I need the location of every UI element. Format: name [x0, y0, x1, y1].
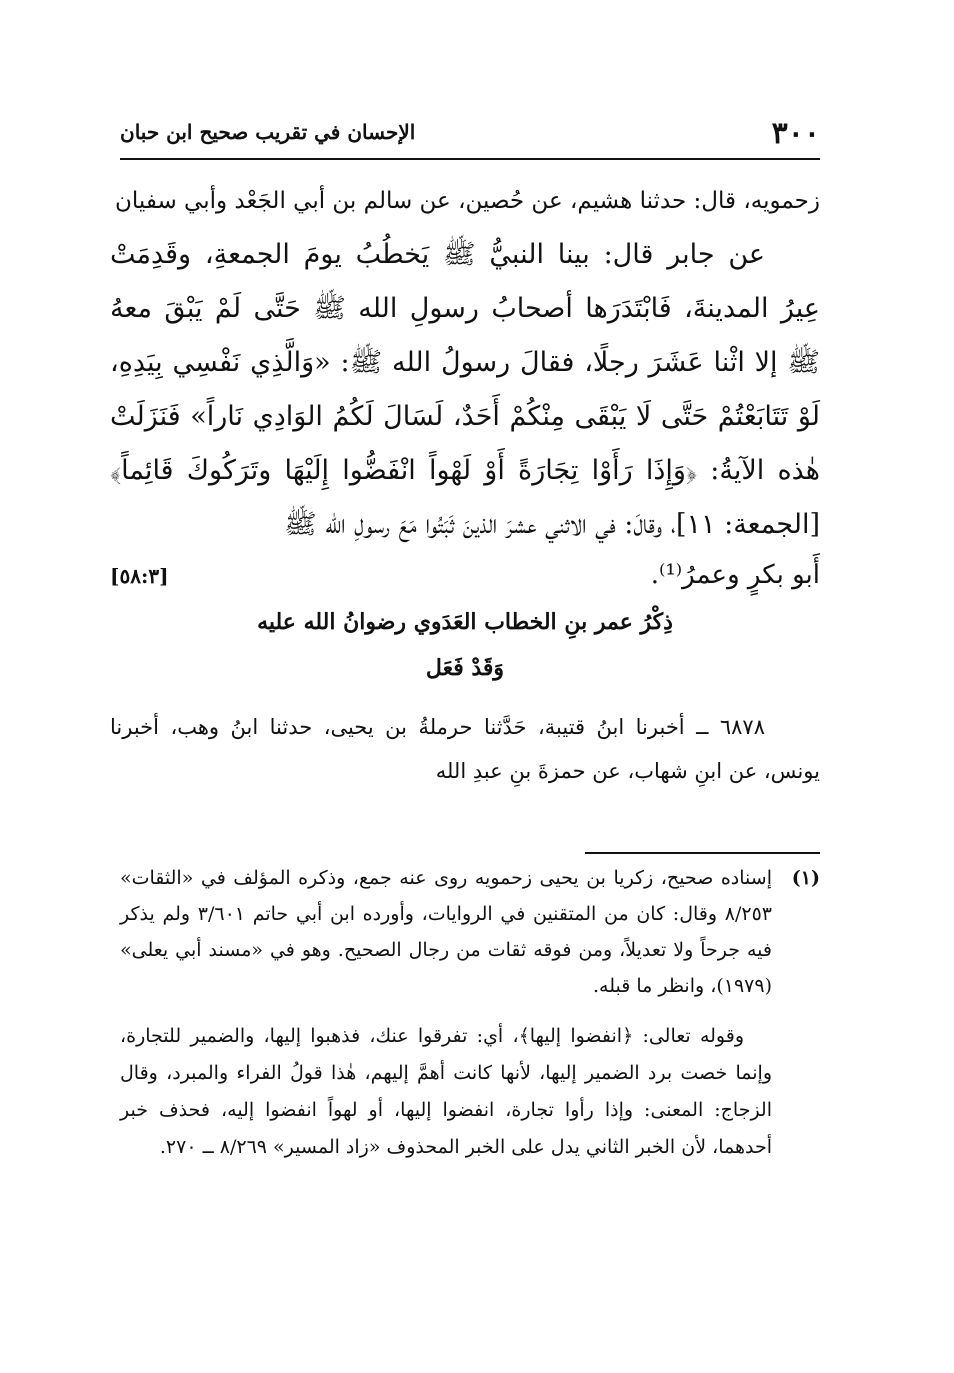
- section-heading-line1: ذِكْرُ عمر بنِ الخطاب العَدَوي رضوانُ الله عليه: [257, 609, 673, 635]
- main-text: [110, 175, 820, 793]
- isnad-paragraph: زحمويه، قال: حدثنا هشيم، عن حُصين، عن سالم بن أبي الجَعْد وأبي سفيان: [114, 188, 820, 214]
- footnote-1-marker: (١): [791, 867, 820, 889]
- page-header: [120, 112, 820, 162]
- footnote-1: [120, 860, 820, 1004]
- matn-last-line-text: أَبو بكرٍ وعمرُ⁽¹⁾.: [650, 560, 820, 590]
- header-rule: [120, 158, 820, 160]
- section-heading-line2: وَقَدْ فَعَل: [425, 655, 505, 681]
- footnote-rule: [585, 852, 820, 854]
- footnotes: [120, 860, 820, 1166]
- page-number: ٣٠٠: [771, 116, 820, 151]
- hadith-6878-text: ٦٨٧٨ ــ أخبرنا ابنُ قتيبة، حَدَّثنا حرملةُ بن يحيى، حدثنا ابنُ وهب، أخبرنا يونس، عن ابنِ شهاب، عن حمزةَ بنِ عبدِ الله: [110, 715, 820, 783]
- hadith-matn-paragraph: عن جابر قال: بينا النبيُّ ﷺ يَخطُبُ يومَ الجمعةِ، وقَدِمَتْ عِيرُ المدينةَ، فَابْتَدَرَها أصحابُ رسولِ الله ﷺ حَتَّى لَمْ يَبْقَ معهُ ﷺ إلا اثْنا عَشَرَ رجلًا، فقالَ رسولُ الله ﷺ: «وَالَّذِي نَفْسِي بِيَدِهِ، لَوْ تَتَابَعْتُمْ حَتَّى لَا يَبْقَى مِنْكُمْ أَحَدٌ، لَسَالَ لَكُمُ الوَادِي نَاراً» فَنَزَلَتْ هٰذه الآيةُ: ﴿وَإِذَا رَأَوْا تِجَارَةً أَوْ لَهْواً انْفَضُّوا إِلَيْهَا وتَرَكُوكَ قَائِماً﴾ [الجمعة: ١١]، وقالَ: في الاثني عشرَ الذينَ ثَبَتُوا مَعَ رسولِ الله ﷺ: [110, 239, 820, 540]
- matn-last-line: [110, 552, 820, 599]
- reference-code: [٥٨:٣]: [110, 564, 169, 588]
- hadith-6878: [110, 705, 820, 793]
- footnote-1-continuation: وقوله تعالى: ﴿انفضوا إليها﴾، أي: تفرقوا عنك، فذهبوا إليها، والضمير للتجارة، وإنما خصت برد الضمير إليها، لأنها كانت أهمَّ إليهم، هٰذا قولُ الفراء والمبرد، وقال الزجاج: المعنى: وإذا رأوا تجارة، انفضوا إليها، أو لهواً انفضوا إليه، فحذف خبر أحدهما، لأن الخبر الثاني يدل على الخبر المحذوف «زاد المسير» ٨/٢٦٩ ــ ٢٧٠.: [120, 1025, 772, 1158]
- running-title: الإحسان في تقريب صحيح ابن حبان: [120, 120, 416, 144]
- footnote-1-text: إسناده صحيح، زكريا بن يحيى زحمويه روى عنه جمع، وذكره المؤلف في «الثقات» ٨/٢٥٣ وقال: كان من المتقنين في الروايات، وأورده ابن أبي حاتم ٣/٦٠١ ولم يذكر فيه جرحاً ولا تعديلاً، ومن فوقه ثقات من رجال الصحيح. وهو في «مسند أبي يعلى» (١٩٧٩)، وانظر ما قبله.: [120, 867, 772, 997]
